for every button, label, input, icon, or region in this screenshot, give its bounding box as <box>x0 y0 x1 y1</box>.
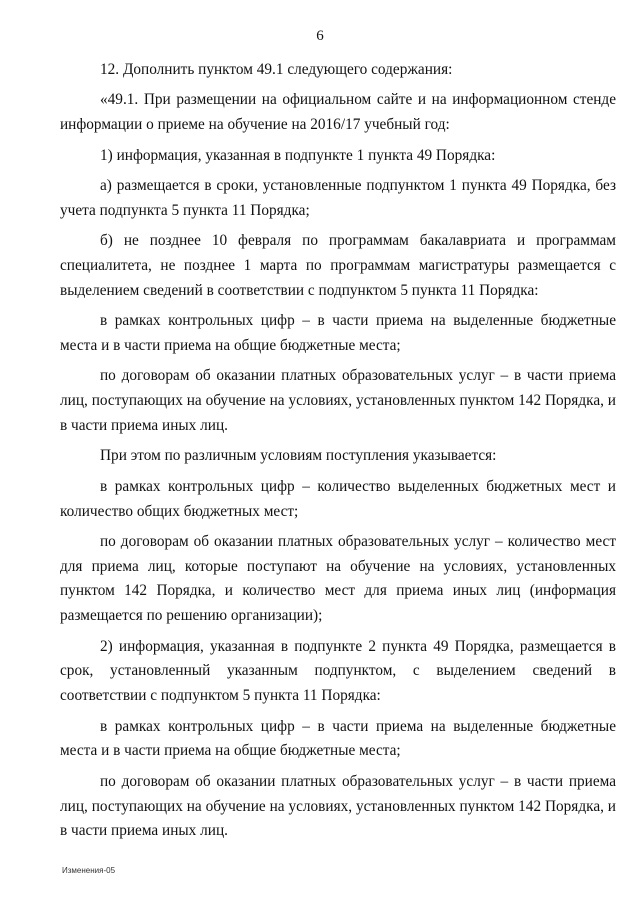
paragraph-subitem-1b: б) не позднее 10 февраля по программам бакалавриата и программам специалитета, не позднее 1 марта по программам магистратуры размещается с выделением сведений в соответствии с подпунктом 5 пункта 11 Порядка: <box>60 232 616 299</box>
paragraph-paid-count: по договорам об оказании платных образовательных услуг – количество мест для приема лиц, которые поступают на обучение на условиях, установленных пунктом 142 Порядка, и количество мест для приема иных лиц (информация размещается по решению организации); <box>60 532 616 625</box>
paragraph-conditions-intro: При этом по различным условиям поступления указывается: <box>100 447 497 465</box>
footer-label: Изменения-05 <box>62 866 116 875</box>
paragraph-subitem-1a: а) размещается в сроки, установленные подпунктом 1 пункта 49 Порядка, без учета подпункта 5 пункта 11 Порядка; <box>60 176 616 219</box>
paragraph-subitem-2: 2) информация, указанная в подпункте 2 пункта 49 Порядка, размещается в срок, установленный указанным подпунктом, с выделением сведений в соответствии с подпунктом 5 пункта 11 Порядка: <box>60 637 616 705</box>
paragraph-budget-places: в рамках контрольных цифр – в части приема на выделенные бюджетные места и в части приема на общие бюджетные места; <box>60 312 616 354</box>
paragraph-paid-services: по договорам об оказании платных образовательных услуг – в части приема лиц, поступающих на обучение на условиях, установленных пунктом 142 Порядка, и в части приема иных лиц. <box>60 367 616 434</box>
paragraph-paid-services-2: по договорам об оказании платных образовательных услуг – в части приема лиц, поступающих на обучение на условиях, установленных пунктом 142 Порядка, и в части приема иных лиц. <box>60 772 616 840</box>
paragraph-item-12: 12. Дополнить пунктом 49.1 следующего содержания: <box>100 61 453 78</box>
paragraph-subitem-1: 1) информация, указанная в подпункте 1 пункта 49 Порядка: <box>100 146 496 164</box>
paragraph-budget-places-2: в рамках контрольных цифр – в части приема на выделенные бюджетные места и в части приема на общие бюджетные места; <box>60 717 616 760</box>
paragraph-49-1-intro: «49.1. При размещении на официальном сайте и на информационном стенде информации о приеме на обучение на 2016/17 учебный год: <box>60 91 616 134</box>
page-number: 6 <box>316 28 324 44</box>
document-body <box>60 58 616 850</box>
paragraph-budget-count: в рамках контрольных цифр – количество выделенных бюджетных мест и количество общих бюджетных мест; <box>60 477 616 520</box>
